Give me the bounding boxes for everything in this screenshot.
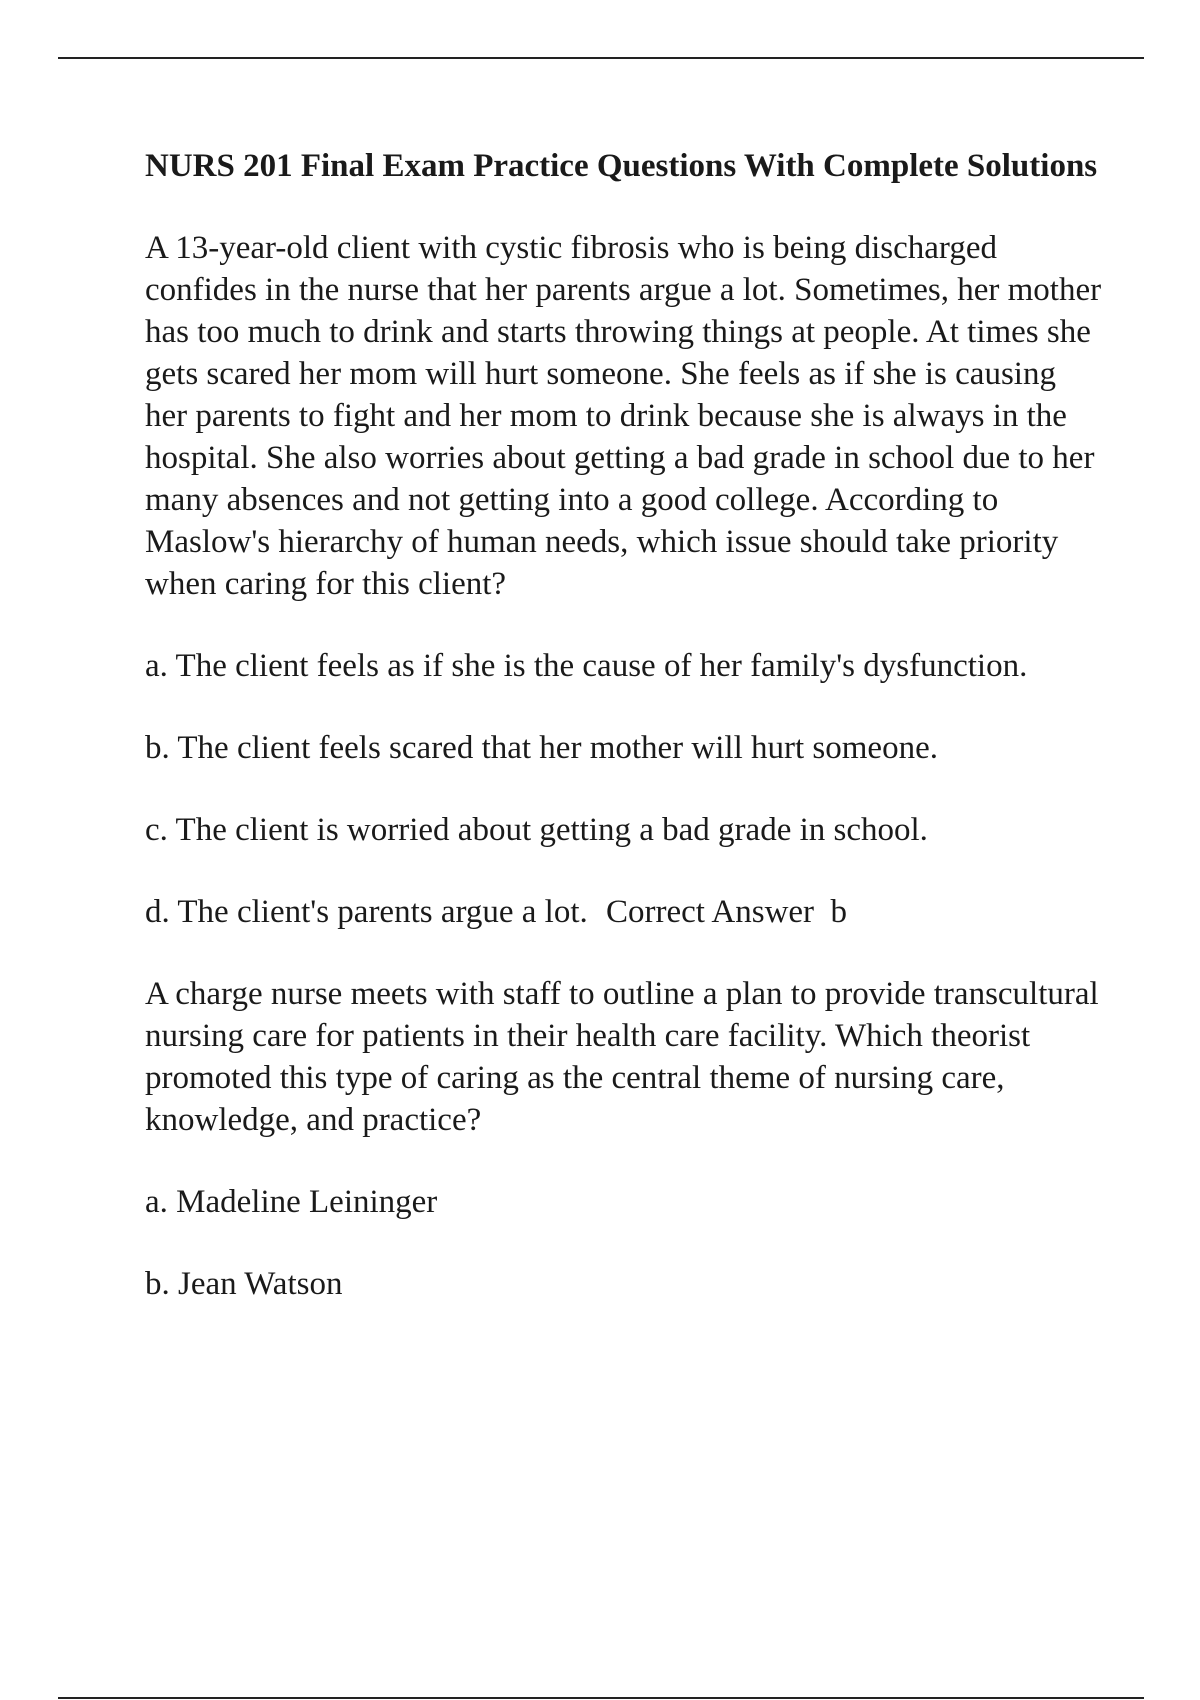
correct-answer-value: b bbox=[830, 894, 848, 930]
question-1-option-d: d. The client's parents argue a lot. bbox=[145, 894, 588, 930]
question-1-option-d-with-answer bbox=[145, 891, 1105, 933]
question-1-option-a: a. The client feels as if she is the cause of her family's dysfunction. bbox=[145, 648, 1028, 684]
question-2-text: A charge nurse meets with staff to outline a plan to provide transcultural nursing care for patients in their health care facility. Which theorist promoted this type of caring as the central theme of nursing care, knowledge, and practice? bbox=[145, 976, 1099, 1138]
document-page bbox=[145, 145, 1105, 1345]
question-1-text: A 13-year-old client with cystic fibrosis who is being discharged confides in the nurse that her parents argue a lot. Sometimes, her mother has too much to drink and starts throwing things at people. At times she gets scared her mom will hurt someone. She feels as if she is causing her parents to fight and her mom to drink because she is always in the hospital. She also worries about getting a bad grade in school due to her many absences and not getting into a good college. According to Maslow's hierarchy of human needs, which issue should take priority when caring for this client? bbox=[145, 230, 1102, 602]
top-divider bbox=[58, 57, 1144, 59]
correct-answer-label: Correct Answer bbox=[606, 894, 815, 930]
question-2-option-b: b. Jean Watson bbox=[145, 1266, 343, 1302]
question-2-option-a: a. Madeline Leininger bbox=[145, 1184, 438, 1220]
question-1-option-b: b. The client feels scared that her mother will hurt someone. bbox=[145, 730, 938, 766]
bottom-divider bbox=[58, 1697, 1144, 1699]
document-title: NURS 201 Final Exam Practice Questions With Complete Solutions bbox=[145, 148, 1098, 184]
question-1-option-c: c. The client is worried about getting a bad grade in school. bbox=[145, 812, 928, 848]
